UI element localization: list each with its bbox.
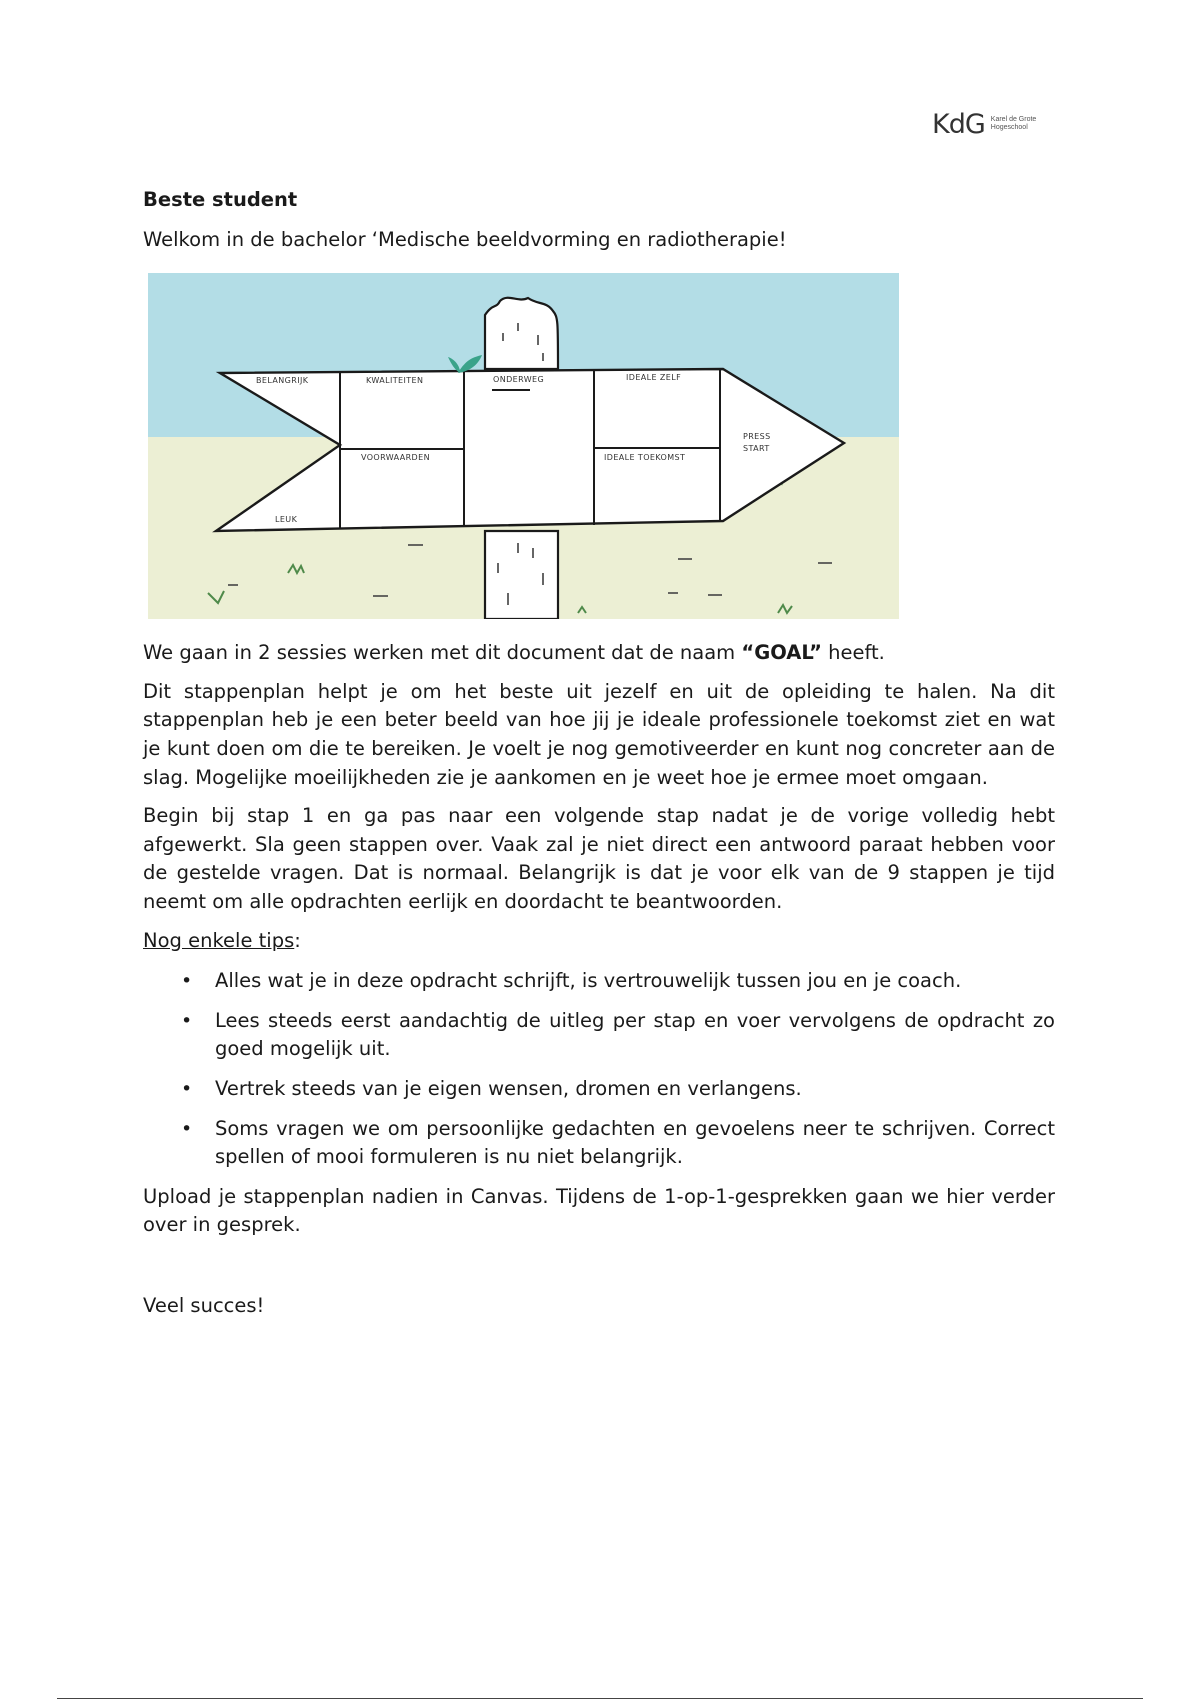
tips-list <box>143 967 1055 1172</box>
kdg-logo <box>932 106 1052 142</box>
list-item <box>143 1115 1055 1172</box>
tip-text: Lees steeds eerst aandachtig de uitleg per stap en voer vervolgens de opdracht zo goed mogelijk uit. <box>215 1008 1055 1061</box>
signpost-illustration <box>148 273 899 619</box>
paragraph-1: Dit stappenplan helpt je om het beste uit jezelf en uit de opleiding te halen. Na dit stappenplan heb je een beter beeld van hoe jij je ideale professionele toekomst ziet en wat je kunt doen om die te bereiken. Je voelt je nog gemotiveerder en kunt nog concreter aan de slag. Mogelijke moeilijkheden zie je aankomen en je weet hoe je ermee moet omgaan. <box>143 679 1055 789</box>
document-body <box>143 186 1055 1320</box>
bullet: • <box>181 1009 193 1032</box>
intro-line <box>143 639 1055 668</box>
greeting: Beste student <box>143 188 298 211</box>
label-kwaliteiten: KWALITEITEN <box>366 376 424 386</box>
list-item <box>143 967 1055 996</box>
label-ideale-toekomst: IDEALE TOEKOMST <box>604 453 686 463</box>
goal-name: “GOAL” <box>741 641 822 665</box>
tips-heading-text: Nog enkele tips <box>143 928 295 952</box>
tips-heading <box>143 927 1055 956</box>
logo-text-line1: Karel de Grote <box>990 116 1037 123</box>
label-onderweg: ONDERWEG <box>493 375 545 385</box>
label-start: START <box>743 444 770 454</box>
tip-text: Vertrek steeds van je eigen wensen, dromen en verlangens. <box>215 1076 802 1100</box>
logo-mark: KdG <box>932 108 985 140</box>
bottom-rule <box>57 1698 1143 1699</box>
paragraph-2: Begin bij stap 1 en ga pas naar een volgende stap nadat je de vorige volledig hebt afgewerkt. Sla geen stappen over. Vaak zal je niet direct een antwoord paraat hebben voor de gestelde vragen. Dat is normaal. Belangrijk is dat je voor elk van de 9 stappen je tijd neemt om alle opdrachten eerlijk en doordacht te beantwoorden. <box>143 804 1055 913</box>
intro-after: heeft. <box>821 641 885 665</box>
bullet: • <box>181 1117 193 1140</box>
tips-heading-colon: : <box>294 928 301 952</box>
upload-paragraph: Upload je stappenplan nadien in Canvas. Tijdens de 1-op-1-gesprekken gaan we hier verder over in gesprek. <box>143 1184 1055 1237</box>
label-ideale-zelf: IDEALE ZELF <box>626 373 682 383</box>
welcome-line: Welkom in de bachelor ‘Medische beeldvorming en radiotherapie! <box>143 227 787 251</box>
logo-text-line2: Hogeschool <box>990 124 1028 131</box>
bullet: • <box>181 970 193 993</box>
list-item <box>143 1007 1055 1064</box>
tip-text: Soms vragen we om persoonlijke gedachten en gevoelens neer te schrijven. Correct spellen of mooi formuleren is nu niet belangrijk. <box>215 1116 1055 1169</box>
list-item <box>143 1075 1055 1104</box>
closing-line: Veel succes! <box>143 1293 265 1317</box>
label-leuk: LEUK <box>275 515 298 525</box>
logo-text <box>991 116 1049 132</box>
tip-text: Alles wat je in deze opdracht schrijft, is vertrouwelijk tussen jou en je coach. <box>215 969 962 993</box>
signpost-drawing <box>148 273 899 619</box>
label-press: PRESS <box>743 432 771 442</box>
label-belangrijk: BELANGRIJK <box>256 376 309 386</box>
label-voorwaarden: VOORWAARDEN <box>361 453 430 463</box>
bullet: • <box>181 1077 193 1100</box>
intro-before: We gaan in 2 sessies werken met dit document dat de naam <box>143 641 742 665</box>
